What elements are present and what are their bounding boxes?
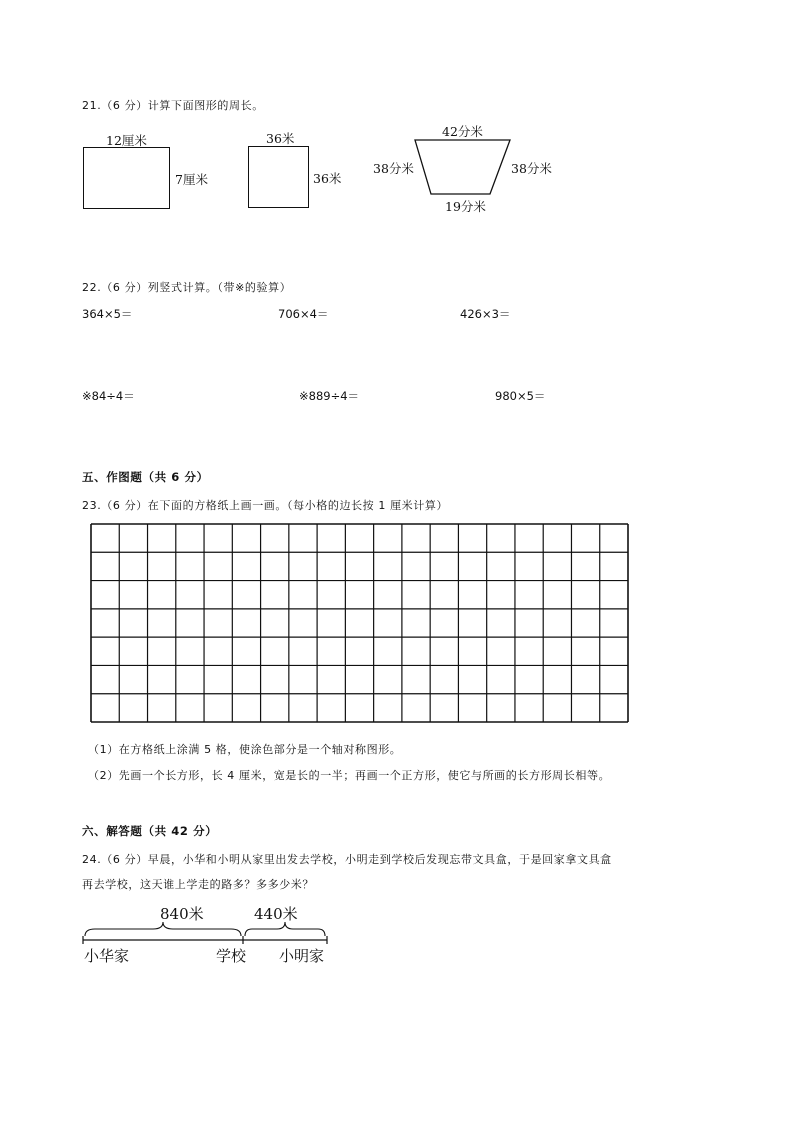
trapezoid-top-label: 42分米 [442, 124, 483, 139]
trapezoid-left-label: 38分米 [373, 161, 414, 176]
section-6-title: 六、解答题（共 42 分） [82, 824, 218, 838]
distance-840-label: 840米 [160, 905, 204, 923]
trapezoid-right-label: 38分米 [511, 161, 552, 176]
brace-840 [85, 922, 241, 936]
square-top-label: 36米 [266, 131, 295, 146]
rect-right-label: 7厘米 [175, 172, 208, 187]
trapezoid-bottom-label: 19分米 [445, 199, 486, 214]
calc-426x3: 426×3＝ [460, 307, 511, 321]
q21-title: 21.（6 分）计算下面图形的周长。 [82, 99, 264, 112]
calc-84div4: ※84÷4＝ [82, 389, 135, 403]
xiaohua-home-label: 小华家 [84, 947, 130, 965]
square-right-label: 36米 [313, 171, 342, 186]
q24-line2: 再去学校，这天谁上学走的路多？多多少米？ [82, 878, 314, 891]
q22-title: 22.（6 分）列竖式计算。（带※的验算） [82, 281, 292, 294]
calc-980x5: 980×5＝ [495, 389, 546, 403]
q23-item2: （2）先画一个长方形，长 4 厘米，宽是长的一半；再画一个正方形，使它与所画的长方形周长相等。 [88, 769, 611, 782]
calc-364x5: 364×5＝ [82, 307, 133, 321]
brace-440 [245, 922, 325, 936]
q24-line1: 24.（6 分）早晨，小华和小明从家里出发去学校，小明走到学校后发现忘带文具盒，于是回家拿文具盒 [82, 853, 612, 866]
section-5-title: 五、作图题（共 6 分） [82, 470, 209, 484]
rect-top-label: 12厘米 [106, 133, 147, 148]
xiaoming-home-label: 小明家 [279, 947, 325, 965]
distance-440-label: 440米 [254, 905, 298, 923]
q23-title: 23.（6 分）在下面的方格纸上画一画。（每小格的边长按 1 厘米计算） [82, 499, 449, 512]
q23-item1: （1）在方格纸上涂满 5 格，使涂色部分是一个轴对称图形。 [88, 743, 402, 756]
calc-889div4: ※889÷4＝ [299, 389, 360, 403]
calc-706x4: 706×4＝ [278, 307, 329, 321]
school-label: 学校 [216, 947, 247, 965]
